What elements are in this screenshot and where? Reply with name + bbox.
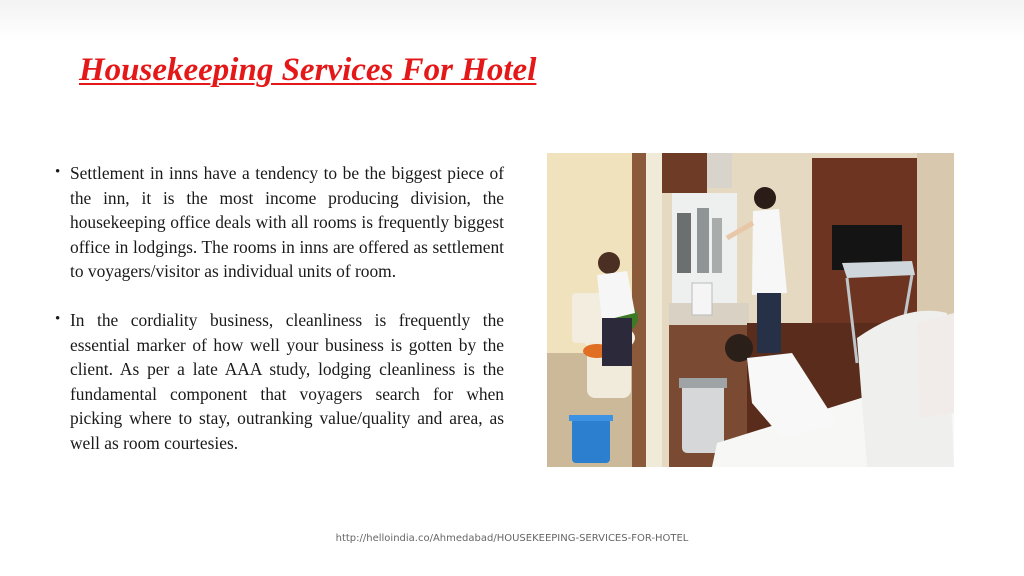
housekeeping-photo [547, 153, 954, 467]
bullet-item: • In the cordiality business, cleanliness is frequently the essential marker of how well your business is gotten by the client. As per a late AAA study, lodging cleanliness is the fundamental component that voyagers search for when picking where to stay, outranking value/quality and area, as well as room courtesies. [55, 308, 504, 456]
top-header-band [0, 0, 1024, 40]
bullet-list [55, 161, 504, 456]
source-url: http://helloindia.co/Ahmedabad/HOUSEKEEPING-SERVICES-FOR-HOTEL [335, 533, 689, 544]
slide-title: Housekeeping Services For Hotel [79, 52, 537, 88]
bullet-item: • Settlement in inns have a tendency to be the biggest piece of the inn, it is the most income producing division, the housekeeping office deals with all rooms is frequently biggest office in lodgings. The rooms in inns are offered as settlement to voyagers/visitor as individual units of room. [55, 161, 504, 284]
